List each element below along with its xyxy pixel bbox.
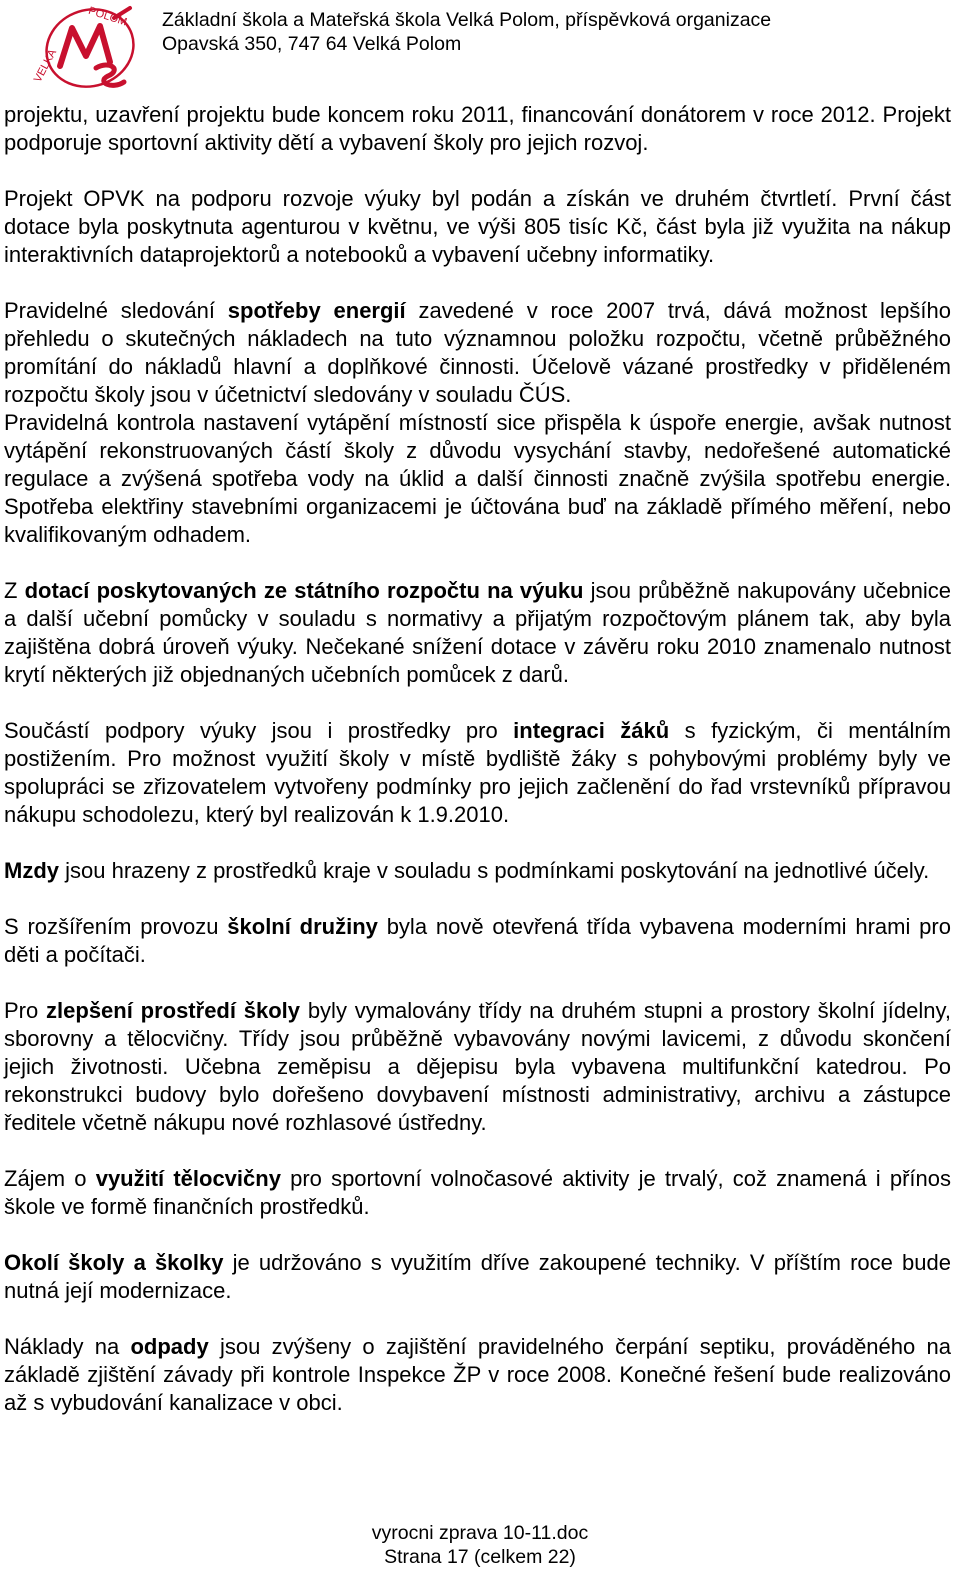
text-run: je udržováno s využitím dříve zakoupené techniky. V příštím roce bude nutná její modernizace. [4,1250,951,1303]
bold-phrase: Okolí školy a školky [4,1250,224,1275]
text-run: Pravidelné sledování [4,298,228,323]
text-run: jsou zvýšeny o zajištění pravidelného čerpání septiku, prováděného na základě zjištění závady při kontrole Inspekce ŽP v roce 2008. Konečné řešení bude realizováno až s vybudování kanalizace v obci. [4,1334,951,1415]
paragraph [4,577,951,689]
page-header [0,0,960,92]
text-run: jsou průběžně nakupovány učebnice a další učební pomůcky v souladu s normativy a přijatým rozpočtovým plánem tak, aby byla zajištěna dobrá úroveň výuky. Nečekané snížení dotace v závěru roku 2010 znamenalo nutnost krytí některých již objednaných učebních pomůcek z darů. [4,578,951,687]
text-run: Součástí podpory výuky jsou i prostředky pro [4,718,514,743]
organization-info [162,8,771,56]
paragraph [4,717,951,829]
text-run: jsou hrazeny z prostředků kraje v souladu s podmínkami poskytování na jednotlivé účely. [59,858,930,883]
page-footer [0,1521,960,1569]
paragraph [4,185,951,269]
text-run: S rozšířením provozu [4,914,228,939]
bold-phrase: Mzdy [4,858,59,883]
text-run: zavedené v roce 2007 trvá, dává možnost lepšího přehledu o skutečných nákladech na tuto významnou položku rozpočtu, včetně průběžného promítání do nákladů hlavní a doplňkové činnosti. Účelově vázané prostředky v přiděleném rozpočtu školy jsou v účetnictví sledovány v souladu ČÚS. [4,298,951,407]
text-run: s fyzickým, či mentálním postižením. Pro možnost využití školy v místě bydliště žáky s pohybovými problémy byly ve spolupráci se zřizovatelem vytvořeny podmínky pro jejich začlenění do řad vrstevníků přípravou nákupu schodolezu, který byl realizován k 1.9.2010. [4,718,952,827]
svg-text:POLOM: POLOM [86,4,129,29]
text-run: Projekt OPVK na podporu rozvoje výuky byl podán a získán ve druhém čtvrtletí. První část dotace byla poskytnuta agenturou v květnu, ve výši 805 tisíc Kč, část byla již využita na nákup interaktivních dataprojektorů a notebooků a vybavení učebny informatiky. [4,186,951,267]
paragraph [4,997,951,1137]
bold-phrase: integraci žáků [513,718,670,743]
text-run: byly vymalovány třídy na druhém stupni a prostory školní jídelny, sborovny a tělocvičny. Třídy jsou průběžně vybavovány novými lavicemi, z důvodu skončení jejich životnosti. Učebna zeměpisu a dějepisu byla vybavena multifunkční katedrou. Po rekonstrukci budovy bylo dořešeno dovybavení místnosti administrativy, archivu a zástupce ředitele včetně nákupu nové rozhlasové ústředny. [4,998,951,1135]
paragraph [4,297,951,409]
bold-phrase: spotřeby energií [227,298,406,323]
footer-page-number: Strana 17 (celkem 22) [384,1546,576,1568]
paragraph [4,409,951,549]
paragraph [4,101,951,157]
paragraph [4,1333,951,1417]
bold-phrase: využití tělocvičny [95,1166,281,1191]
text-run: projektu, uzavření projektu bude koncem roku 2011, financování donátorem v roce 2012. Projekt podporuje sportovní aktivity dětí a vybavení školy pro jejich rozvoj. [4,102,951,155]
bold-phrase: zlepšení prostředí školy [46,998,301,1023]
paragraph [4,913,951,969]
text-run: byla nově otevřená třída vybavena moderními hrami pro děti a počítači. [4,914,951,967]
paragraph [4,1249,951,1305]
bold-phrase: odpady [130,1334,209,1359]
footer-filename: vyrocni zprava 10-11.doc [371,1522,589,1544]
svg-text:VELKÁ: VELKÁ [31,47,60,85]
organization-name: Základní škola a Mateřská škola Velká Polom, příspěvková organizace [162,9,772,31]
document-body [4,101,951,1445]
school-logo [26,4,154,90]
text-run: Náklady na [4,1334,131,1359]
text-run: pro sportovní volnočasové aktivity je trvalý, což znamená i přínos škole ve formě finančních prostředků. [4,1166,951,1219]
organization-address: Opavská 350, 747 64 Velká Polom [162,33,462,55]
text-run: Z [4,578,25,603]
bold-phrase: dotací poskytovaných ze státního rozpočtu na výuku [24,578,584,603]
text-run: Zájem o [4,1166,96,1191]
text-run: Pro [4,998,47,1023]
paragraph [4,857,951,885]
text-run: Pravidelná kontrola nastavení vytápění místností sice přispěla k úspoře energie, avšak nutnost vytápění rekonstruovaných částí školy z důvodu vysychání stavby, nedořešené automatické regulace a zvýšená spotřeba vody na úklid a další činnosti značně zvýšila spotřebu energie. Spotřeba elektřiny stavebními organizacemi je účtována buď na základě přímého měření, nebo kvalifikovaným odhadem. [4,410,951,547]
paragraph [4,1165,951,1221]
bold-phrase: školní družiny [227,914,378,939]
